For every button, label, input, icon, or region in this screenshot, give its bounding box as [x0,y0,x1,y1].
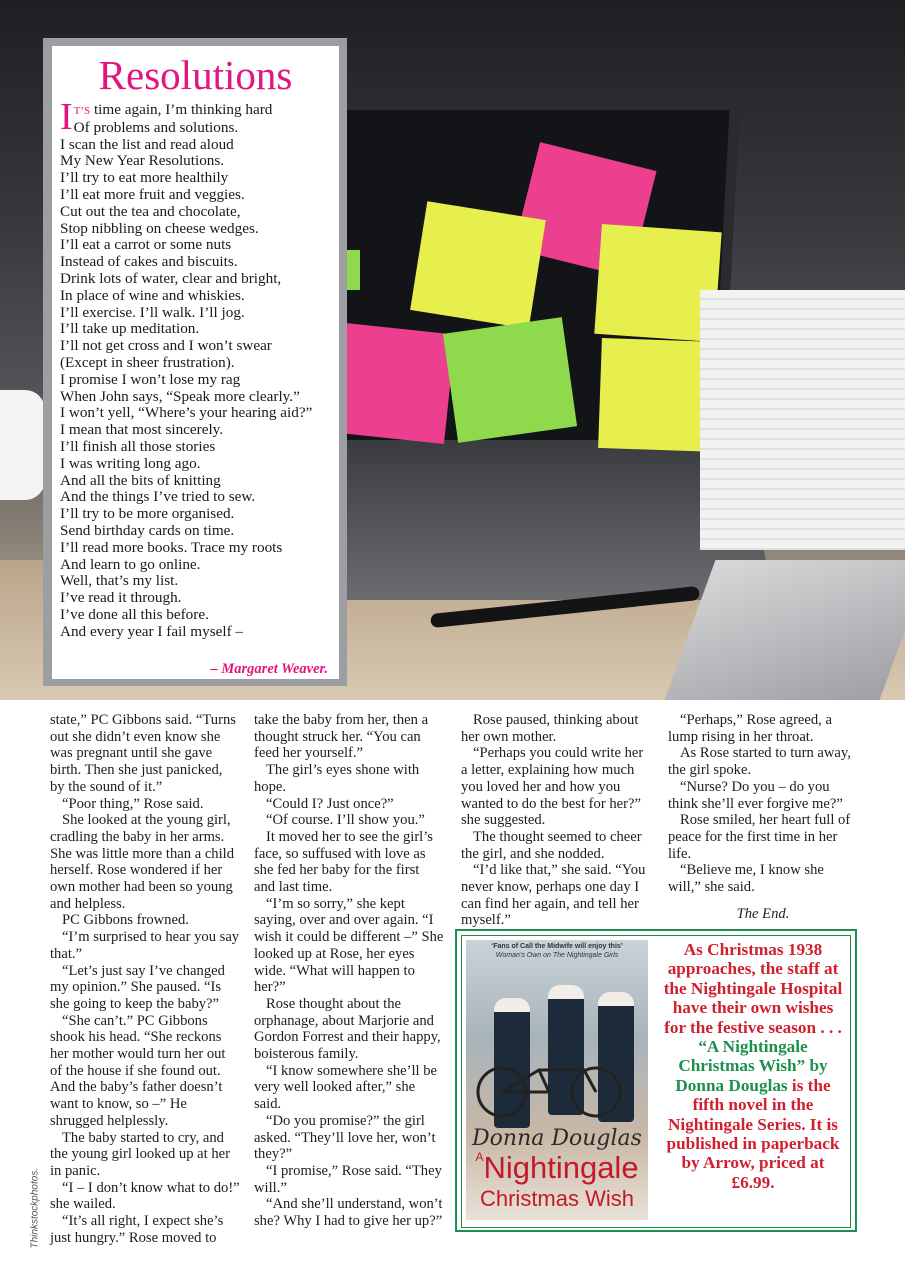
poem-line: I won’t yell, “Where’s your hearing aid?” [60,404,313,422]
paragraph: “Of course. I’ll show you.” [266,812,425,829]
paragraph: state,” PC Gibbons said. “Turns out she didn’t even know she was pregnant until she gave birth. Then she just panicked, by the sound of it.” [50,712,236,795]
poem-line: I’ll not get cross and I won’t swear [60,337,272,355]
promo-text [660,940,846,1192]
paragraph: “Believe me, I know she will,” she said. [668,862,824,896]
poem-line: And all the bits of knitting [60,471,221,489]
paragraph: “I promise,” Rose said. “They will.” [254,1162,442,1196]
poem-line: I’ll take up meditation. [60,320,200,338]
story-column-3 [461,712,651,929]
poem-line: My New Year Resolutions. [60,152,225,170]
poem-line: Of problems and solutions. [73,118,239,136]
poem-line: I’ll eat a carrot or some nuts [60,236,232,254]
poem-line: And every year I fail myself – [60,622,244,640]
the-end: The End. [736,906,790,922]
bicycle-icon [474,1060,624,1120]
poem-line: I’ll read more books. Trace my roots [60,538,283,556]
poem-line: And the things I’ve tried to sew. [60,488,256,506]
book-author: Donna Douglas [472,1126,642,1151]
drop-cap: I [60,96,73,138]
paragraph: “I’m so sorry,” she kept saying, over and over again. “I wish it could be different –” She looked up at Rose, her eyes wide. “What will happen to her?” [254,895,444,996]
poem-line: Well, that’s my list. [60,572,179,590]
paragraph: “Let’s just say I’ve changed my opinion.” She paused. “Is she going to keep the baby?” [50,962,225,1012]
poem-line: I scan the list and read aloud [60,135,234,153]
poem-line: Stop nibbling on cheese wedges. [60,219,259,237]
book-cover [466,940,648,1220]
poem-line: I promise I won’t lose my rag [60,370,241,388]
poem-line: I was writing long ago. [60,454,201,472]
paragraph: PC Gibbons frowned. [62,912,189,929]
paragraph: “Perhaps you could write her a letter, explaining how much you loved her and how you wanted to do the best for her?” she suggested. [461,745,644,829]
paragraph: She looked at the young girl, cradling the baby in her arms. She was little more than a child herself. Rose wondered if her own mother had been so young and helpless. [50,812,234,912]
poem-author: – Margaret Weaver. [210,661,328,677]
paragraph: “I know somewhere she’ll be very well looked after,” she said. [254,1062,438,1113]
poem-line: (Except in sheer frustration). [60,353,235,371]
paragraph: “Do you promise?” the girl asked. “They’ll love her, won’t they?” [254,1112,436,1163]
paragraph: Rose smiled, her heart full of peace for the first time in her life. [668,812,851,862]
paragraph: “Nurse? Do you – do you think she’ll ever forgive me?” [668,778,843,812]
poem-line: When John says, “Speak more clearly.” [60,387,300,405]
poem-line: I’ve done all this before. [60,605,209,623]
paragraph: “Could I? Just once?” [266,795,394,812]
sticky-note [443,317,577,443]
paragraph: take the baby from her, then a thought struck her. “You can feed her yourself.” [254,712,429,762]
poem-line: I’ll try to eat more healthily [60,169,229,187]
story-column-4 [668,712,858,896]
photo-credit: Thinkstockphotos. [29,1167,41,1249]
paragraph: “Poor thing,” Rose said. [62,795,204,812]
poem-line: I T’S time again, I’m thinking hard [60,96,273,138]
paragraph: As Rose started to turn away, the girl spoke. [668,745,851,779]
poem-line: Send birthday cards on time. [60,521,235,539]
poem-line: Cut out the tea and chocolate, [60,202,241,220]
promo-details: is the fifth novel in the Nightingale Series. It is published in paperback by Arrow, priced at £6.99. [666,1075,840,1192]
promo-book-title: “A Nightingale Christmas Wish” by Donna Douglas [675,1037,828,1095]
poem-line: I’ve read it through. [60,589,182,607]
poem-line: I’ll eat more fruit and veggies. [60,185,245,203]
paragraph: “I’m surprised to hear you say that.” [50,929,240,962]
mug [0,390,45,500]
poem-line: I’ll finish all those stories [60,437,216,455]
poem-line: And learn to go online. [60,555,201,573]
paragraph: Rose paused, thinking about her own mother. [461,712,639,745]
poem-line: I’ll try to be more organised. [60,505,235,523]
paragraph: “I’d like that,” she said. “You never know, perhaps one day I can find her again, and tell her myself.” [461,862,646,929]
paragraph: The thought seemed to cheer the girl, and she nodded. [461,828,642,862]
book-title: $^A$Nightingale [475,1150,639,1185]
paragraph: “It’s all right, I expect she’s just hungry.” Rose moved to [50,1213,224,1246]
paragraph: Rose thought about the orphanage, about Marjorie and Gordon Forrest and their happy, boisterous family. [254,995,441,1063]
paper-stack [700,290,905,550]
poem-line: Instead of cakes and biscuits. [60,253,238,271]
promo-description: As Christmas 1938 approaches, the staff at the Nightingale Hospital have their own wishes for the festive season . . . [663,940,843,1037]
paragraph: “Perhaps,” Rose agreed, a lump rising in her throat. [668,712,832,745]
poem-title: Resolutions [98,52,293,98]
small-caps: T’S [73,105,91,117]
sticky-note [410,201,546,328]
poem-line: I mean that most sincerely. [60,421,224,439]
paragraph: The baby started to cry, and the young girl looked up at her in panic. [50,1129,230,1179]
paragraph: It moved her to see the girl’s face, so suffused with love as she fed her baby for the first and last time. [254,828,433,896]
paragraph: “And she’ll understand, won’t she? Why I had to give her up?” [254,1196,443,1230]
paragraph: “She can’t.” PC Gibbons shook his head. “She reckons her mother would turn her out of the house if she found out. And the baby’s father doesn’t want to know, so –” He shrugged helplessly. [50,1012,226,1129]
story-column-1 [50,712,240,1247]
poem-line: I’ll exercise. I’ll walk. I’ll jog. [60,303,245,321]
poem-line: Drink lots of water, clear and bright, [60,269,282,287]
poem-line: In place of wine and whiskies. [60,286,245,304]
story-column-2 [254,712,444,1230]
book-quote: ‘Fans of Call the Midwife will enjoy this’ Woman’s Own on The Nightingale Girls [491,943,623,959]
book-subtitle: Christmas Wish [479,1186,634,1211]
poem-body [60,96,345,641]
paragraph: The girl’s eyes shone with hope. [254,762,420,795]
paragraph: “I – I don’t know what to do!” she wailed. [50,1179,240,1213]
